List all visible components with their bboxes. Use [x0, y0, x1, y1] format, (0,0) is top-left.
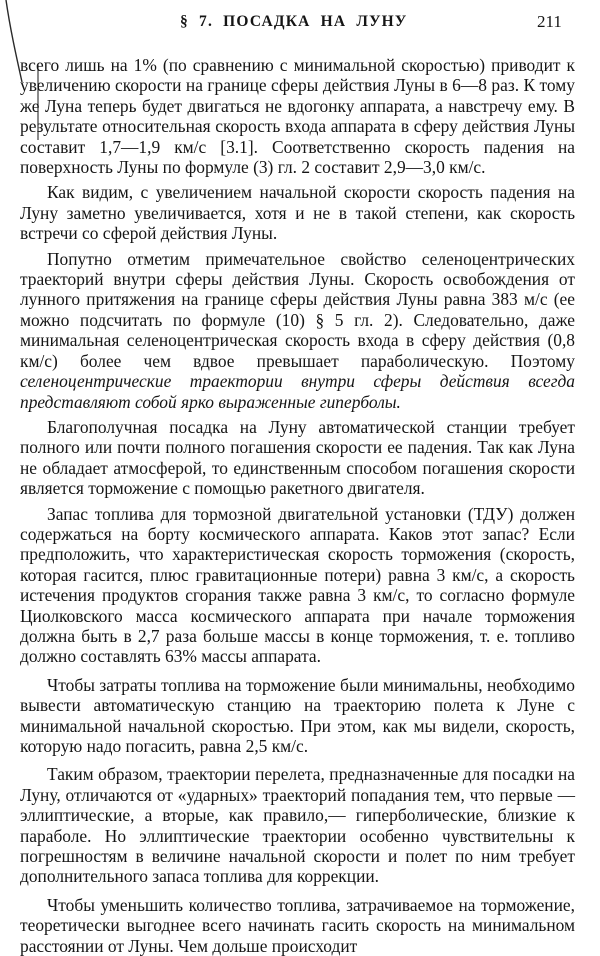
paragraph: Чтобы затраты топлива на торможение были минимальны, необходимо вывести автоматическую станцию на траекторию полета к Луне с минимальной начальной скоростью. При этом, как мы видели, скорость, которую надо погасить, равна 2,5 км/с.: [20, 674, 575, 756]
running-title: § 7. ПОСАДКА НА ЛУНУ: [180, 13, 408, 30]
paragraph: Запас топлива для тормозной двигательной установки (ТДУ) должен содержаться на борту космического аппарата. Каков этот запас? Если предположить, что характеристическая скорость торможения (скорость, которая гасится, плюс гравитационные потери) равна 3 км/с, а скорость истечения продуктов сгорания также равна 3 км/с, то согласно формуле Циолковского масса космического аппарата при начале торможения должна быть в 2,7 раза больше массы в конце торможения, т. е. топливо должно составлять 63% массы аппарата.: [20, 503, 575, 667]
paragraph: Чтобы уменьшить количество топлива, затрачиваемое на торможение, теоретически выгоднее всего начинать гасить скорость на минимальном расстоянии от Луны. Чем дольше происходит: [20, 894, 575, 956]
paragraph: [20, 249, 575, 412]
paragraph: Как видим, с увеличением начальной скорости скорость падения на Луну заметно увеличивается, хотя и не в такой степени, как скорость встречи со сферой действия Луны.: [20, 182, 575, 244]
page-number: 211: [537, 12, 562, 31]
paragraph-continued: всего лишь на 1% (по сравнению с минимальной скоростью) приводит к увеличению скорости на границе сферы действия Луны в 6—8 раз. К тому же Луна теперь будет двигаться не вдогонку аппарата, а навстречу ему. В результате относительная скорость входа аппарата в сферу действия Луны составит 1,7—1,9 км/с [3.1]. Соответственно скорость падения на поверхность Луны по формуле (3) гл. 2 составит 2,9—3,0 км/с.: [20, 55, 575, 178]
paragraph: Таким образом, траектории перелета, предназначенные для посадки на Луну, отличаются от «ударных» траекторий попадания тем, что первые — эллиптические, а вторые, как правило,— гиперболические, близкие к параболе. Но эллиптические траектории особенно чувствительны к погрешностям в величине начальной скорости и полет по ним требует дополнительного запаса топлива для коррекции.: [20, 764, 575, 887]
page-header: [0, 9, 600, 37]
paragraph: Благополучная посадка на Луну автоматической станции требует полного или почти полного погашения скорости ее падения. Так как Луна не обладает атмосферой, то единственным способом погашения скорости является торможение с помощью ракетного двигателя.: [20, 416, 575, 499]
italic-emphasis: селеноцентрические траектории внутри сферы действия всегда представляют собой ярко выраженные гиперболы.: [20, 371, 575, 412]
paragraph-text: Попутно отметим примечательное свойство селеноцентрических траекторий внутри сферы действия Луны. Скорость освобождения от лунного притяжения на границе сферы действия Луны равна 383 м/с (ее можно подсчитать по формуле (10) § 5 гл. 2). Следовательно, даже минимальная селеноцентрическая скорость входа в сферу действия (0,8 км/с) более чем вдвое превышает параболическую. Поэтому: [20, 248, 575, 371]
body-text: [20, 55, 575, 956]
